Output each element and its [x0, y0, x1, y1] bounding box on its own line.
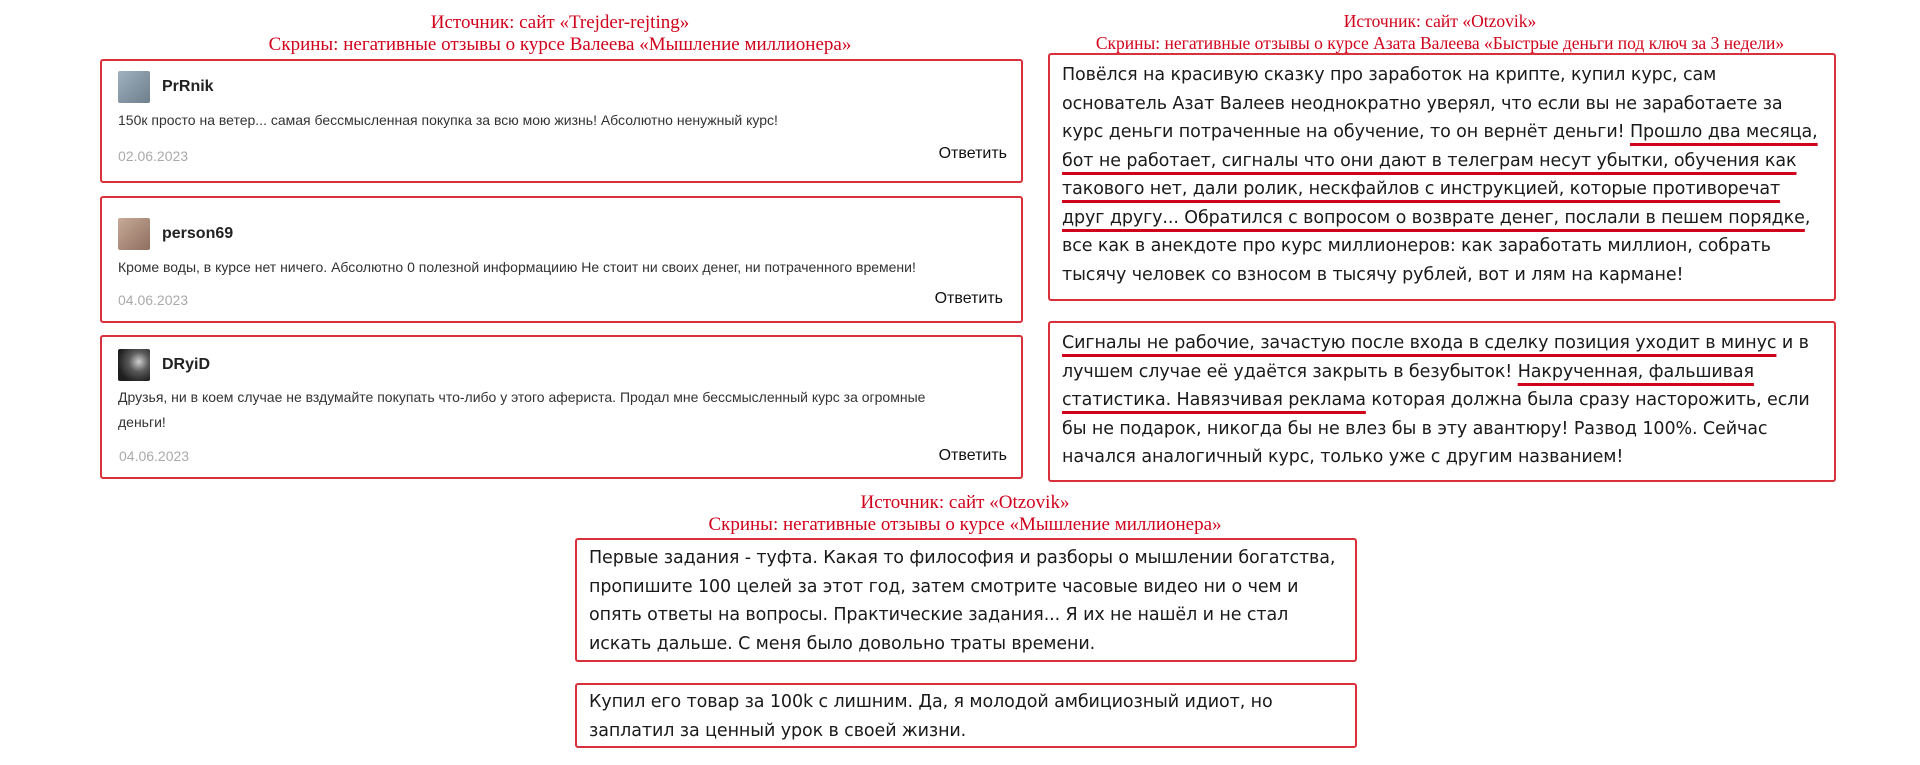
reply-button[interactable]: Ответить [934, 290, 1003, 307]
review-header [118, 218, 233, 250]
review-author[interactable]: PrRnik [162, 78, 214, 95]
otzovik-review-card [1048, 321, 1836, 482]
review-text-plain: Повёлся на красивую сказку про заработок на крипте, купил курс, сам основатель Азат Валеев неоднократно уверял, что если вы не заработаете за курс деньги потраченные на обучение, то он вернёт деньги! [1062, 65, 1783, 142]
review-text-plain: и в лучшем случае её удаётся закрыть в безубыток! [1062, 333, 1809, 382]
caption-otzovik-right [1096, 10, 1784, 54]
review-author[interactable]: DRyiD [162, 356, 211, 373]
review-text-plain: , все как в анекдоте про курс миллионеров: как заработать миллион, собрать тысячу человек со взносом в тысячу рублей, вот и лям на кармане! [1062, 207, 1811, 285]
review-text: Друзья, ни в коем случае не вздумайте покупать что-либо у этого афериста. Продал мне бессмысленный курс за огромные деньги! [118, 389, 926, 430]
review-text-plain: которая должна была сразу насторожить, если бы не подарок, никогда бы не влез бы в эту авантюру! Развод 100%. Сейчас начался аналогичный курс, только уже с другим названием! [1062, 390, 1810, 467]
otzovik-review-card [575, 683, 1357, 748]
otzovik-review-text [1062, 329, 1826, 472]
review-date: 02.06.2023 [118, 148, 189, 164]
avatar [118, 218, 150, 250]
otzovik-review-text [1062, 61, 1826, 289]
avatar [118, 349, 150, 381]
review-card [100, 59, 1023, 183]
reply-button[interactable]: Ответить [938, 145, 1007, 162]
caption-trejder [269, 12, 852, 56]
review-text: Кроме воды, в курсе нет ничего. Абсолютно 0 полезной информациию Не стоит ни своих денег, ни потраченного времени! [118, 259, 916, 275]
review-text-highlight: Накрученная, фальшивая статистика. Навязчивая реклама [1062, 361, 1754, 410]
review-text: 150к просто на ветер... самая бессмысленная покупка за всю мою жизнь! Абсолютно ненужный курс! [118, 112, 778, 128]
avatar [118, 71, 150, 103]
review-header [118, 71, 214, 103]
review-card [100, 196, 1023, 323]
caption-otzovik-bottom-subtitle: Скрины: негативные отзывы о курсе «Мышление миллионера» [708, 514, 1222, 535]
caption-trejder-subtitle: Скрины: негативные отзывы о курсе Валеева «Мышление миллионера» [268, 34, 852, 55]
otzovik-review-card [1048, 53, 1836, 301]
review-date: 04.06.2023 [119, 448, 190, 464]
caption-otzovik-bottom [708, 492, 1221, 536]
caption-otzovik-right-source: Источник: сайт «Otzovik» [1343, 11, 1537, 31]
otzovik-review-text: Первые задания - туфта. Какая то философия и разборы о мышлении богатства, пропишите 100 целей за этот год, затем смотрите часовые видео ни о чем и опять ответы на вопросы. Практические задания... Я их не нашёл и не стал искать дальше. С меня было довольно траты времени. [589, 548, 1336, 654]
review-card [100, 335, 1023, 479]
caption-trejder-source: Источник: сайт «Trejder-rejting» [430, 12, 690, 33]
caption-otzovik-bottom-source: Источник: сайт «Otzovik» [860, 492, 1070, 513]
otzovik-review-card [575, 538, 1357, 662]
review-author[interactable]: person69 [162, 225, 234, 242]
review-header [118, 349, 210, 381]
otzovik-review-text: Купил его товар за 100k с лишним. Да, я молодой амбициозный идиот, но заплатил за ценный урок в своей жизни. [589, 692, 1273, 741]
caption-otzovik-right-subtitle: Скрины: негативные отзывы о курсе Азата Валеева «Быстрые деньги под ключ за 3 недели» [1095, 33, 1785, 53]
reply-button[interactable]: Ответить [938, 447, 1007, 464]
review-text-highlight: Прошло два месяца, бот не работает, сигналы что они дают в телеграм несут убытки, обучения как такового нет, дали ролик, нескфайлов с инструкцией, которые противоречат друг другу... Обратился с вопросом о возврате денег, послали в пешем порядке [1062, 122, 1818, 228]
review-date: 04.06.2023 [118, 292, 189, 308]
review-text-highlight: Сигналы не рабочие, зачастую после входа в сделку позиция уходит в минус [1062, 333, 1777, 353]
